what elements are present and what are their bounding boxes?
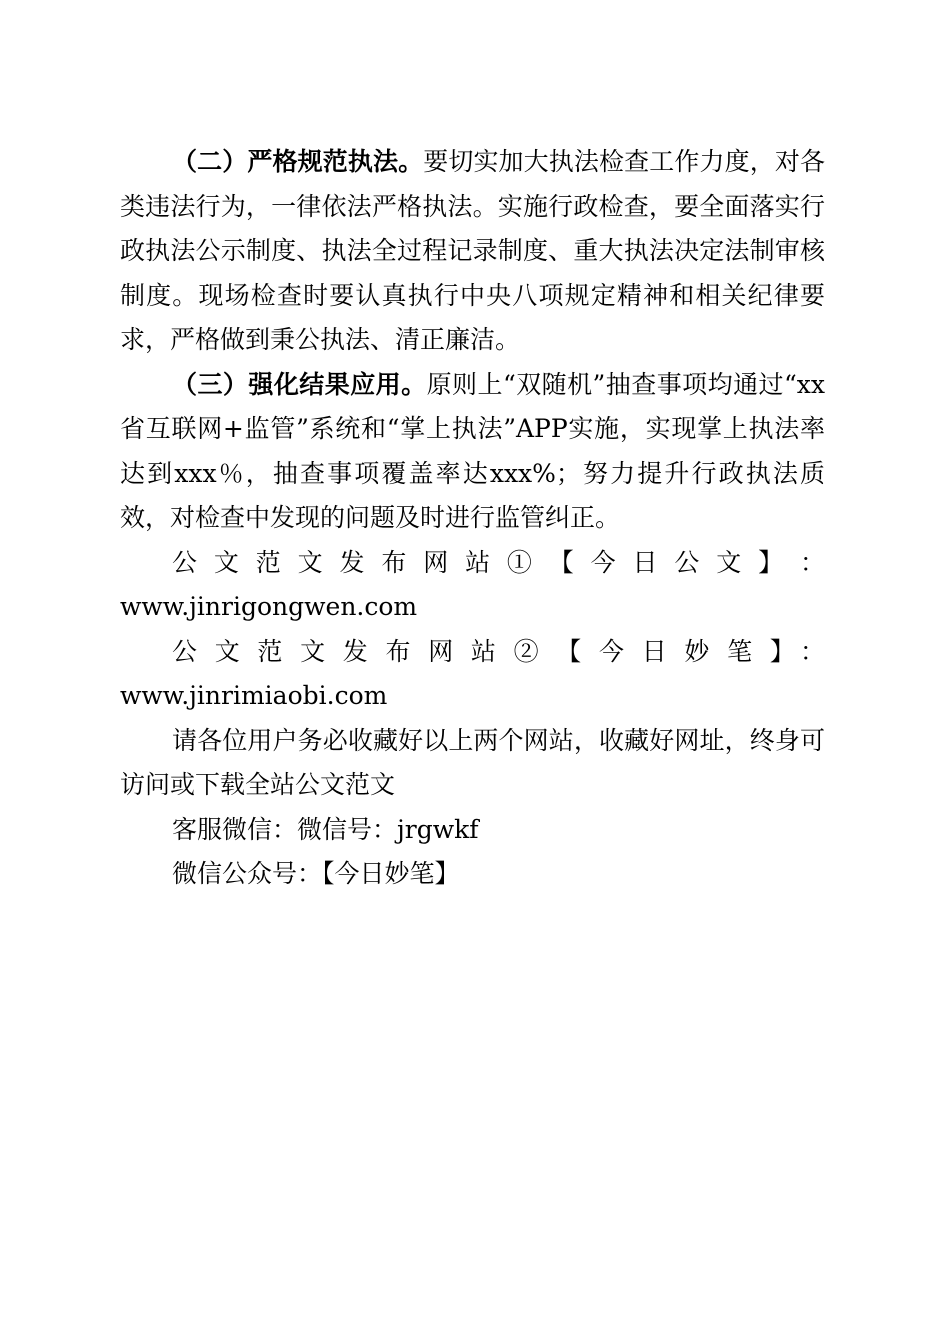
section-3-paragraph	[120, 363, 825, 541]
section-2-body: 要切实加大执法检查工作力度，对各类违法行为，一律依法严格执法。实施行政检查，要全面落实行政执法公示制度、执法全过程记录制度、重大执法决定法制审核制度。现场检查时要认真执行中央八项规定精神和相关纪律要求，严格做到秉公执法、清正廉洁。	[120, 147, 825, 354]
wechat-official-line: 微信公众号：【今日妙笔】	[172, 859, 460, 888]
document-page	[120, 140, 825, 897]
section-2-paragraph	[120, 140, 825, 363]
site1-paragraph	[120, 541, 825, 630]
site2-line[interactable]: 公文范文发布网站②【今日妙笔】：www.jinrimiaobi.com	[120, 636, 825, 710]
wechat-service-line: 客服微信：微信号：jrgwkf	[172, 814, 479, 844]
site1-url[interactable]: www.jinrigongwen.com	[120, 592, 418, 621]
notice-paragraph: 请各位用户务必收藏好以上两个网站，收藏好网址，终身可访问或下载全站公文范文	[120, 725, 825, 799]
section-2-heading: （二）严格规范执法。	[172, 147, 424, 176]
site1-label: 公 文 范 文 发 布 网 站 ① 【 今 日 公 文 】 ：	[172, 547, 825, 577]
section-3-body: 原则上“双随机”抽查事项均通过“xx省互联网+监管”系统和“掌上执法”APP实施，实现掌上执法率达到xxx％，抽查事项覆盖率达xxx%；努力提升行政执法质效，对检查中发现的问题及时进行监管纠正。	[120, 369, 825, 532]
section-3-heading: （三）强化结果应用。	[172, 369, 427, 399]
